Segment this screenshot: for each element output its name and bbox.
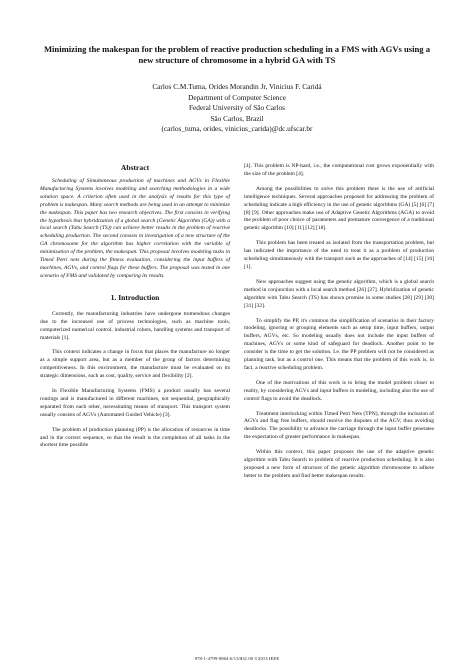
introduction-section (40, 293, 230, 451)
abstract-heading: Abstract (120, 163, 150, 172)
body-paragraph: One of the motivations of this work is to bring the model problem closer to reality, by considering AGVs and input buffers in modeling, including also the use of control flags to avoid the deadlock. (244, 379, 434, 402)
body-paragraph: To simplify the PP, it's common the simplification of scenarios in their factory modeling, ignoring or grouping elements such as setup time, input buffers, output buffers, AGVs, etc. So modeling usually does not include the input buffers of machines, AGVs or some kind of safeguard for deadlock. Another point to be consider is the time to get the solution. I.e. the PP problem will not be considered as planning task, but as a control one. This means that the problem of this work is, in fact, a reactive scheduling problem. (244, 317, 434, 371)
body-paragraph: [4]. This problem is NP-hard, i.e., the computational cost grows exponentially with the size of the problem [4]. (244, 163, 434, 177)
intro-paragraph: In Flexible Manufacturing Systems (FMS) a product usually has several routings and is manufactured in different machines, not sequential, geographically separated from each other, necessitating means of transport. This transport system usually consists of AGVs (Automated Guided Vehicle) [3]. (40, 388, 230, 418)
paper-title: Minimizing the makespan for the problem of reactive production scheduling in a FMS with AGVs using a new structure of chromosome in a hybrid GA with TS (43, 44, 431, 65)
author-city: São Carlos, Brazil (210, 113, 264, 123)
introduction-heading: 1. Introduction (110, 292, 160, 302)
body-paragraph: Treatment interlocking within Timed Petri Nets (TPN), through the inclusion of AGVs and flag free buffers, should resolve the disputes of the AGV, thus avoiding deadlocks. The possibility to advance the carriage through the input buffer generates the expectation of greater performance in makespan. (244, 410, 434, 441)
body-paragraph: New approaches suggest using the genetic algorithm, which is a global search method in conjunction with a local search method [26] [27]. Hybridization of genetic algorithm with Tabu Search (TS) has shown promise in some studies [28] [29] [30] [31] [32]. (244, 278, 434, 309)
author-names: Carlos C.M.Tuma, Orides Morandin Jr, Vinicius F. Caridá (152, 82, 322, 91)
right-column (244, 163, 434, 488)
intro-paragraph: This context indicates a change in focus that places the manufacture no longer as a simple support area, but as a member of the group of factors determining competitiveness. In this environment, the manufacture must be evaluated on its strategic dimensions, such as cost, quality, service and flexibility [2]. (40, 349, 230, 380)
author-block (100, 82, 374, 135)
author-email: (carlos_tuma, orides, vinicius_carida)@dc.ufscar.br (161, 124, 313, 133)
abstract-text: Scheduling of Simultaneous production of machines and AGVs in Flexible Manufacturing Systems involves modeling and searching methodologies in a wide solution space. A criterion often used in the analysis of results for this type of problem is makespan. Many search methods are being used in an attempt to minimize the makespan. This paper has two research objectives. The first consists in verifying the hypothesis that hybridization of a global search (Genetic Algorithm (GA)) with a local search (Tabu Search (TS)) can achieve better results in the problem of reactive scheduling production. The second consists in investigation of a new structure of the GA chromosome for the algorithm has higher correlation with the variable of minimization of the problem, the makespan. This proposal involves modeling tasks in Timed Petri nets during the fitness evaluation, considering the input buffers of machines, AGVs, and control flags for these buffers. The proposal was tested in one scenario of FMS and validated by comparing its results. (40, 178, 230, 279)
copyright-footer: 978-1-4799-0864-6/13/$31.00 ©2013 IEEE (194, 656, 280, 661)
intro-paragraph: Currently, the manufacturing industries have undergone tremendous changes due to the increased use of process technologies, such as machine tools, computerized numerical control, industrial robots, handling systems and transport of materials [1]. (40, 310, 230, 341)
abstract-section (40, 163, 230, 281)
body-paragraph: This problem has been treated as isolated from the transportation problem, but has indicated the importance of the need to treat it as a problem of production scheduling simultaneously with the transport such as the approaches of [14] [15] [16] [1]. (244, 240, 434, 270)
author-university: Federal University of São Carlos (188, 103, 286, 112)
intro-paragraph: The problem of production planning (PP) is the allocation of resources in time and in the correct sequence, so that the result is the completion of all tasks in the shortest time possible (40, 426, 230, 449)
body-paragraph: Within this context, this paper proposes the use of the adaptive genetic algorithm with Tabu Search to problem of reactive production scheduling. It is also proposed a new form of structure of the genetic algorithm chromosome to adhere better to the problem and find better makespan results. (244, 449, 434, 479)
left-column (40, 163, 230, 457)
body-paragraph: Among the possibilities to solve this problem there is the use of artificial intelligence techniques. Several approaches proposed for addressing the problem of scheduling indicate a high efficiency in the use of genetic algorithms (GA) [5] [6] [7] [8] [9]. Other approaches make use of Adaptive Genetic Algorithms (AGA) to avoid the problem of poor choice of parameters and premature convergence of a traditional genetic algorithm [10] [11] [12] [18]. (244, 185, 434, 232)
author-department: Department of Computer Science (188, 92, 286, 102)
